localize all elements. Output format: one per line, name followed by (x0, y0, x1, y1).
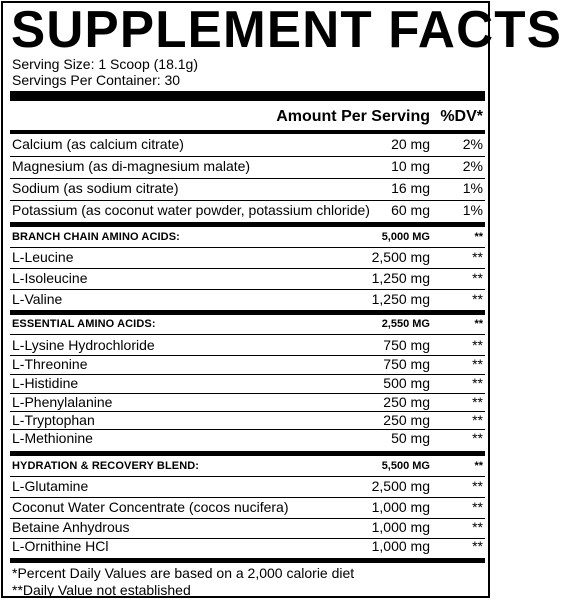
ingredient-name: L-Phenylalanine (12, 394, 113, 410)
ingredient-row (10, 374, 485, 393)
ingredient-name: L-Isoleucine (12, 270, 88, 286)
page-title: SUPPLEMENT FACTS (11, 1, 562, 59)
nutrient-row (10, 201, 485, 220)
blend-heading-name: ESSENTIAL AMINO ACIDS: (12, 318, 156, 330)
ingredient-dv: ** (472, 478, 483, 494)
nutrient-dv: 2% (462, 136, 483, 152)
ingredient-name: L-Threonine (12, 356, 88, 372)
nutrient-name: Potassium (as coconut water powder, potassium chloride) (12, 202, 370, 218)
ingredient-amount: 1,250 mg (371, 270, 430, 286)
blend-heading-row (10, 228, 485, 247)
blend-heading-dv: ** (474, 318, 483, 330)
ingredient-row (10, 269, 485, 288)
blend-heading-row (10, 457, 485, 476)
nutrient-row (10, 135, 485, 154)
serving-size: Serving Size: 1 Scoop (18.1g) (12, 56, 198, 72)
footnote-percent-dv: *Percent Daily Values are based on a 2,000 calorie diet (12, 565, 355, 581)
ingredient-name: L-Ornithine HCl (12, 538, 109, 554)
nutrient-name: Magnesium (as di-magnesium malate) (12, 158, 251, 174)
blend-heading-name: HYDRATION & RECOVERY BLEND: (12, 460, 200, 472)
blend-heading-amount: 5,500 MG (381, 460, 430, 472)
nutrient-row (10, 179, 485, 198)
footer-divider (10, 558, 485, 563)
supplement-facts-panel (1, 1, 562, 598)
nutrient-amount: 20 mg (391, 136, 430, 152)
ingredient-name: L-Lysine Hydrochloride (12, 337, 155, 353)
column-header-row (10, 106, 485, 128)
blend-heading-amount: 2,550 MG (381, 318, 430, 330)
ingredient-name: Betaine Anhydrous (12, 519, 130, 535)
ingredient-dv: ** (472, 337, 483, 353)
ingredient-dv: ** (472, 291, 483, 307)
ingredient-row (10, 411, 485, 430)
ingredient-name: L-Methionine (12, 430, 93, 446)
blend-heading-name: BRANCH CHAIN AMINO ACIDS: (12, 231, 180, 243)
blend-heading-dv: ** (474, 231, 483, 243)
ingredient-row (10, 498, 485, 517)
dv-column-header: %DV* (440, 108, 483, 125)
nutrient-amount: 10 mg (391, 158, 430, 174)
amount-column-header: Amount Per Serving (276, 108, 430, 125)
ingredient-dv: ** (472, 430, 483, 446)
section-divider (10, 222, 485, 227)
ingredient-row (10, 290, 485, 309)
ingredient-dv: ** (472, 394, 483, 410)
ingredient-row (10, 429, 485, 448)
ingredient-name: L-Histidine (12, 375, 79, 391)
ingredient-amount: 250 mg (383, 394, 430, 410)
blend-heading-amount: 5,000 MG (381, 231, 430, 243)
ingredient-row (10, 537, 485, 556)
ingredient-amount: 50 mg (391, 430, 430, 446)
ingredient-name: L-Valine (12, 291, 63, 307)
footnote-dv-not-established: **Daily Value not established (12, 582, 191, 598)
ingredient-name: L-Tryptophan (12, 412, 95, 428)
ingredient-amount: 2,500 mg (371, 249, 430, 265)
ingredient-dv: ** (472, 270, 483, 286)
thick-divider (10, 91, 485, 101)
ingredient-amount: 750 mg (383, 356, 430, 372)
blend-heading-dv: ** (474, 460, 483, 472)
ingredient-amount: 250 mg (383, 412, 430, 428)
ingredient-dv: ** (472, 249, 483, 265)
ingredient-amount: 1,250 mg (371, 291, 430, 307)
ingredient-dv: ** (472, 519, 483, 535)
nutrient-name: Sodium (as sodium citrate) (12, 180, 179, 196)
ingredient-dv: ** (472, 412, 483, 428)
servings-per-container: Servings Per Container: 30 (12, 72, 181, 88)
ingredient-name: L-Leucine (12, 249, 74, 265)
ingredient-dv: ** (472, 499, 483, 515)
ingredient-amount: 500 mg (383, 375, 430, 391)
ingredient-row (10, 477, 485, 496)
ingredient-dv: ** (472, 538, 483, 554)
nutrient-row (10, 157, 485, 176)
row-divider (10, 334, 485, 335)
ingredient-name: Coconut Water Concentrate (cocos nucifera) (12, 499, 289, 515)
nutrient-dv: 1% (462, 202, 483, 218)
header-divider (10, 130, 485, 134)
ingredient-amount: 750 mg (383, 337, 430, 353)
ingredient-row (10, 355, 485, 374)
nutrient-amount: 60 mg (391, 202, 430, 218)
nutrient-name: Calcium (as calcium citrate) (12, 136, 184, 152)
ingredient-row (10, 518, 485, 537)
ingredient-row (10, 336, 485, 355)
ingredient-amount: 2,500 mg (371, 478, 430, 494)
nutrient-dv: 1% (462, 180, 483, 196)
ingredient-dv: ** (472, 375, 483, 391)
ingredient-name: L-Glutamine (12, 478, 89, 494)
ingredient-amount: 1,000 mg (371, 499, 430, 515)
ingredient-row (10, 393, 485, 412)
ingredient-dv: ** (472, 356, 483, 372)
nutrient-dv: 2% (462, 158, 483, 174)
ingredient-amount: 1,000 mg (371, 519, 430, 535)
ingredient-row (10, 248, 485, 267)
ingredient-amount: 1,000 mg (371, 538, 430, 554)
nutrient-amount: 16 mg (391, 180, 430, 196)
section-divider (10, 451, 485, 456)
blend-heading-row (10, 315, 485, 334)
